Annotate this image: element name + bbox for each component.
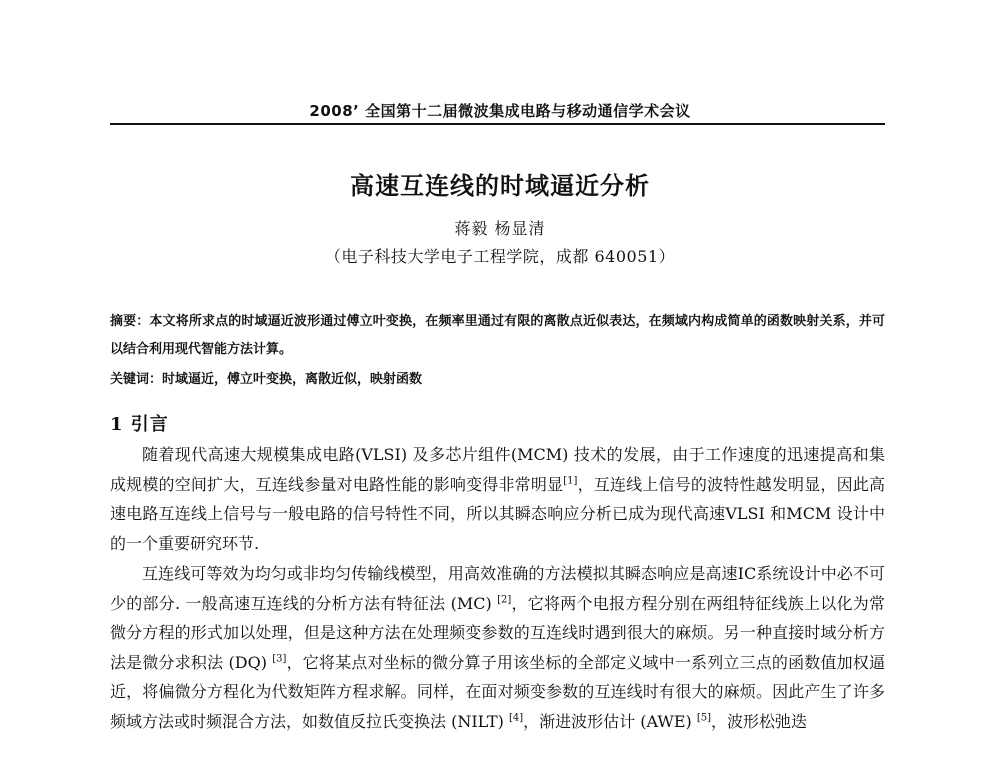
- citation-ref: [3]: [272, 653, 287, 665]
- citation-ref: [1]: [563, 475, 578, 487]
- citation-ref: [4]: [508, 712, 524, 724]
- paragraph-text: 互连线可等效为均匀或非均匀传输线模型，用高效准确的方法模拟其瞬态响应是高速IC系统设计中必不可少的部分. 一般高速互连线的分析方法有特征法 (MC): [110, 564, 885, 613]
- abstract-text: 本文将所求点的时域逼近波形通过傅立叶变换，在频率里通过有限的离散点近似表达，在频域内构成简单的函数映射关系，并可以结合利用现代智能方法计算。: [110, 314, 885, 357]
- paragraph-text: 随着现代高速大规模集成电路(VLSI) 及多芯片组件(MCM) 技术的发展，由于工作速度的迅速提高和集成规模的空间扩大，互连线参量对电路性能的影响变得非常明显: [110, 445, 885, 494]
- citation-ref: [5]: [696, 712, 712, 724]
- citation-ref: [2]: [497, 594, 512, 606]
- section-heading-introduction: 1 引言: [110, 414, 169, 435]
- paragraph-text: ，渐进波形估计 (AWE): [523, 711, 697, 731]
- paper-authors: 蒋毅 杨显清: [454, 219, 546, 238]
- keywords-text: 时域逼近，傅立叶变换，离散近似，映射函数: [162, 372, 423, 387]
- running-header: 2008’ 全国第十二届微波集成电路与移动通信学术会议: [309, 102, 691, 120]
- keywords-label: 关键词：: [110, 372, 163, 387]
- paragraph-text: ，它将两个电报方程分别在两组特征线族上以化为常微分方程的形式加以处理，但是这种方法在处理频变参数的互连线时遇到很大的麻烦。另一种直接时域分析方法是微分求积法 (DQ): [110, 593, 885, 672]
- header-rule: [110, 123, 885, 125]
- paragraph-text: ，它将某点对坐标的微分算子用该坐标的全部定义域中一系列立三点的函数值加权逼近，将偏微分方程化为代数矩阵方程求解。同样，在面对频变参数的互连线时有很大的麻烦。因此产生了许多频域方法或时频混合方法，如数值反拉氏变换法 (NILT): [110, 652, 885, 731]
- abstract-label: 摘要：: [110, 314, 150, 329]
- paragraph-text: ，互连线上信号的波特性越发明显，因此高速电路互连线上信号与一般电路的信号特性不同，所以其瞬态响应分析已成为现代高速VLSI 和MCM 设计中的一个重要研究环节.: [110, 474, 885, 553]
- paper-affiliation: （电子科技大学电子工程学院，成都 640051）: [324, 247, 676, 266]
- abstract: [110, 308, 885, 364]
- intro-paragraph-2: [110, 559, 885, 736]
- keywords: [110, 366, 885, 394]
- paper-title: 高速互连线的时域逼近分析: [350, 172, 650, 200]
- intro-paragraph-1: [110, 440, 885, 558]
- paragraph-text: ，波形松弛迭: [711, 711, 808, 731]
